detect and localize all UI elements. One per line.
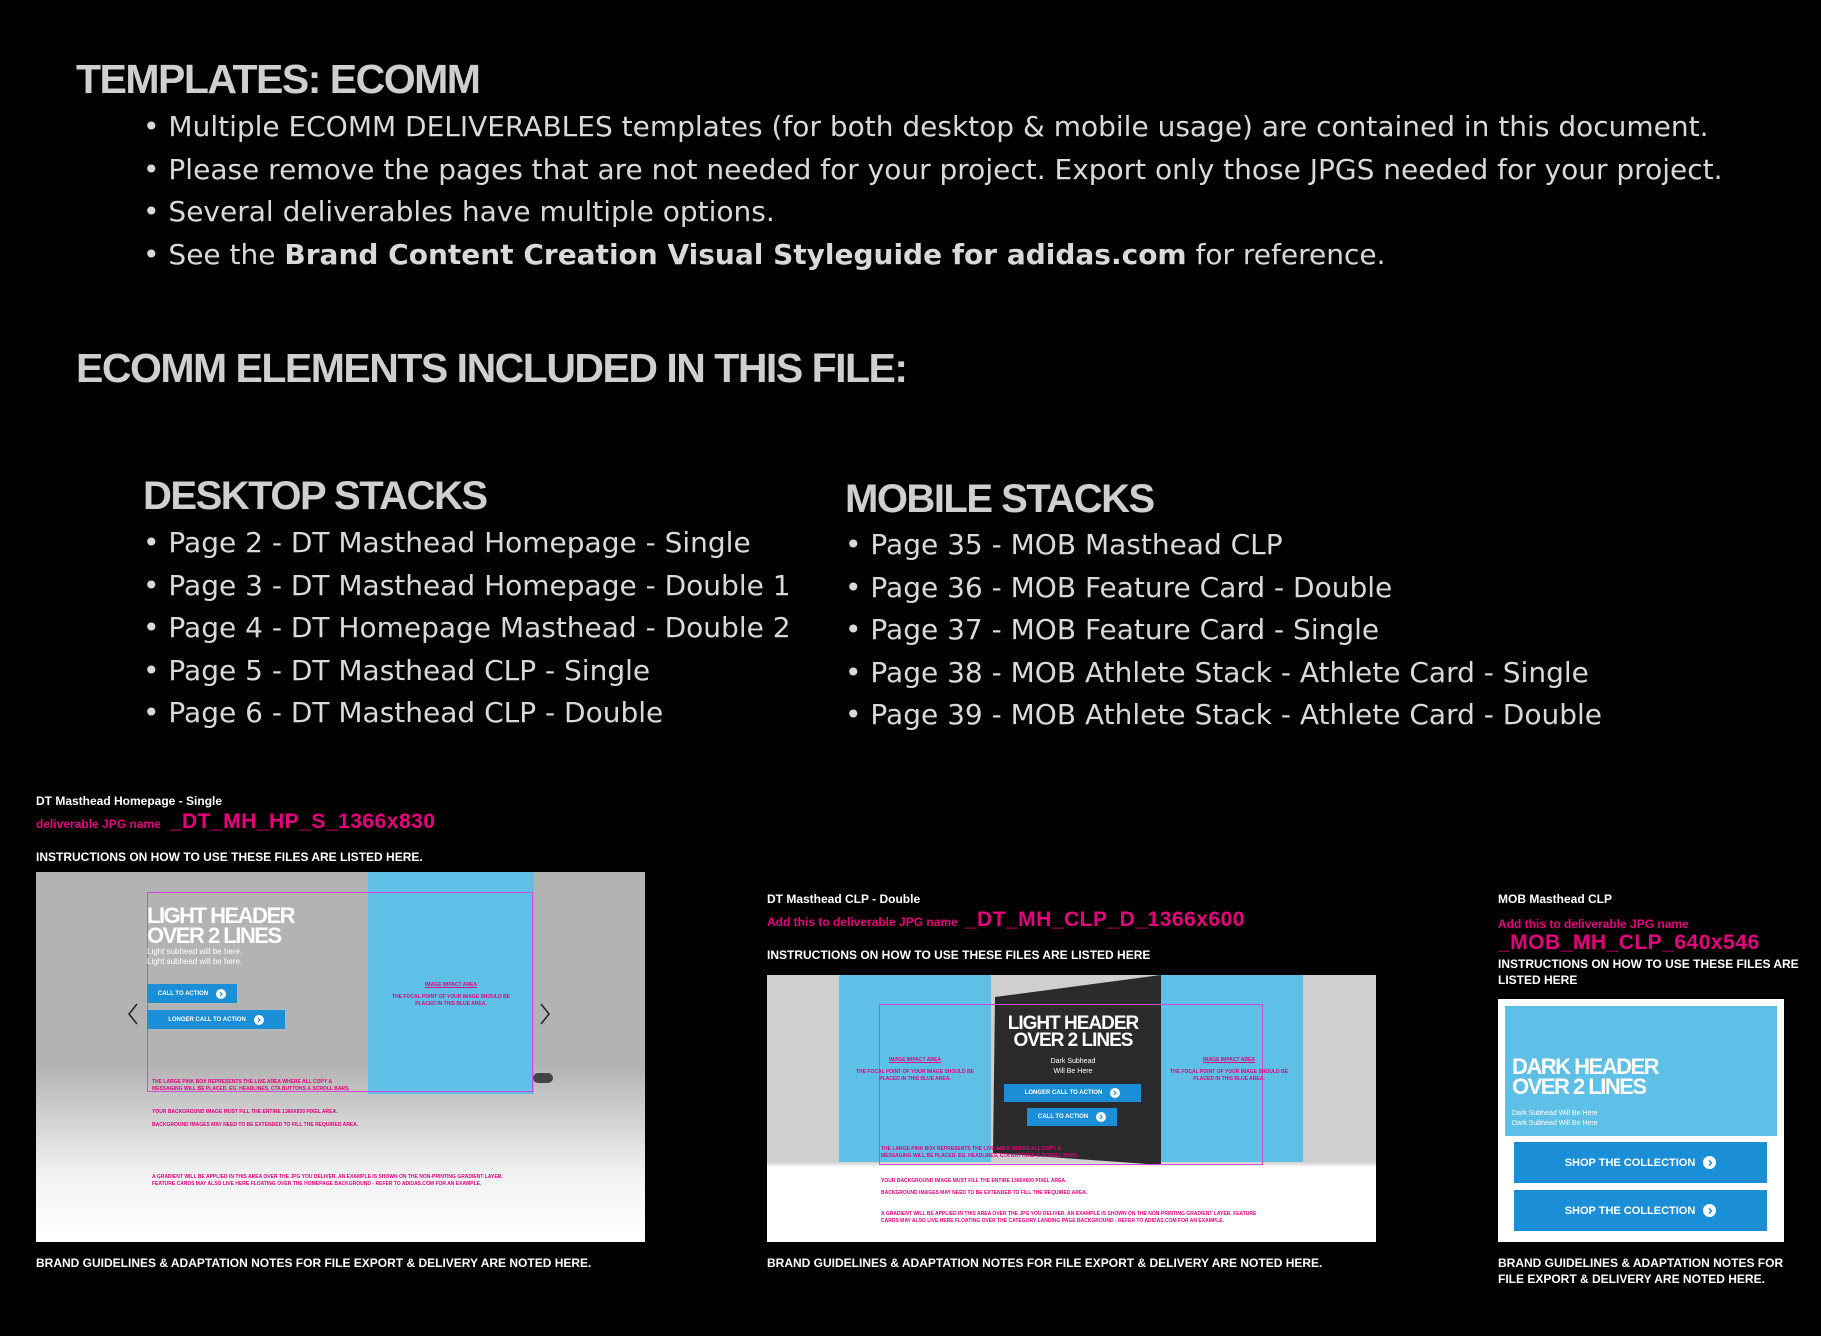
panel2-subhead	[985, 1057, 1161, 1077]
cta-label: SHOP THE COLLECTION	[1564, 1204, 1696, 1217]
panel3-jpg-name: _MOB_MH_CLP_640x546	[1498, 931, 1760, 954]
list-item	[143, 234, 1722, 277]
image-area-text: THE FOCAL POINT OF YOUR IMAGE SHOULD BE PLACED IN THIS BLUE AREA.	[392, 994, 510, 1007]
panel1-jpg-name: _DT_MH_HP_S_1366x830	[169, 810, 436, 833]
panel1-jpg-name-row	[36, 810, 436, 834]
panel2-footer: BRAND GUIDELINES & ADAPTATION NOTES FOR FILE EXPORT & DELIVERY ARE NOTED HERE.	[767, 1256, 1323, 1270]
instructions-line: INSTRUCTIONS ON HOW TO USE THESE FILES ARE	[1498, 957, 1799, 971]
shop-the-collection-button[interactable]	[1514, 1190, 1767, 1231]
arrow-right-icon	[1703, 1156, 1716, 1169]
call-to-action-button[interactable]	[147, 984, 237, 1003]
mobile-stacks-title: MOBILE STACKS	[845, 477, 1154, 521]
list-item: • Multiple ECOMM DELIVERABLES templates (for both desktop & mobile usage) are contained in this document.	[143, 106, 1722, 149]
longer-call-to-action-button[interactable]	[147, 1010, 285, 1029]
desktop-stacks-title: DESKTOP STACKS	[143, 474, 487, 518]
arrow-right-icon	[1096, 1112, 1106, 1122]
list-item: • Page 5 - DT Masthead CLP - Single	[143, 650, 791, 693]
elements-title: ECOMM ELEMENTS INCLUDED IN THIS FILE:	[76, 345, 907, 391]
panel2-instructions: INSTRUCTIONS ON HOW TO USE THESE FILES ARE LISTED HERE	[767, 948, 1151, 962]
list-item: • Page 35 - MOB Masthead CLP	[845, 524, 1602, 567]
list-item: • Please remove the pages that are not needed for your project. Export only those JPGS needed for your project.	[143, 149, 1722, 192]
arrow-right-icon	[216, 989, 226, 999]
live-area-note: THE LARGE PINK BOX REPRESENTS THE LIVE AREA WHERE ALL COPY & MESSAGING WILL BE PLACED. EG. HEADLINES, CTA BUTTONS & SCROLL BARS.	[881, 1146, 1079, 1159]
arrow-right-icon	[254, 1015, 264, 1025]
panel2-label: DT Masthead CLP - Double	[767, 892, 921, 906]
panel1-subhead	[147, 947, 242, 967]
list-item: • Page 4 - DT Homepage Masthead - Double 2	[143, 607, 791, 650]
header-line: OVER 2 LINES	[1512, 1074, 1646, 1100]
templates-bullets	[143, 106, 1722, 276]
cta-label: SHOP THE COLLECTION	[1564, 1156, 1696, 1169]
cta-label: LONGER CALL TO ACTION	[168, 1016, 246, 1023]
fill-note: YOUR BACKGROUND IMAGE MUST FILL THE ENTIRE 1366X830 PIXEL AREA.	[152, 1109, 338, 1115]
extend-note: BACKGROUND IMAGES MAY NEED TO BE EXTENDED TO FILL THE REQUIRED AREA.	[881, 1190, 1088, 1196]
list-item: • Several deliverables have multiple options.	[143, 191, 1722, 234]
longer-call-to-action-button[interactable]	[1004, 1084, 1141, 1102]
panel2-canvas	[767, 975, 1376, 1242]
styleguide-reference: Brand Content Creation Visual Styleguide for adidas.com	[284, 237, 1187, 271]
list-item: • Page 39 - MOB Athlete Stack - Athlete Card - Double	[845, 694, 1602, 737]
panel3-footer	[1498, 1256, 1783, 1286]
header-line: LIGHT HEADER	[147, 903, 294, 928]
header-line: OVER 2 LINES	[147, 923, 281, 949]
chevron-left-icon[interactable]	[127, 1003, 139, 1025]
chevron-right-icon[interactable]	[539, 1003, 551, 1025]
image-area-title-right: IMAGE IMPACT AREA	[1203, 1057, 1255, 1063]
panel3-subhead	[1512, 1109, 1598, 1129]
list-item: • Page 6 - DT Masthead CLP - Double	[143, 692, 791, 735]
arrow-right-icon	[1703, 1204, 1716, 1217]
panel2-jpg-name: _DT_MH_CLP_D_1366x600	[964, 908, 1245, 931]
list-item: • Page 38 - MOB Athlete Stack - Athlete Card - Single	[845, 652, 1602, 695]
ref-prefix: See the	[168, 237, 285, 271]
panel3-canvas	[1498, 999, 1784, 1242]
image-area-title-left: IMAGE IMPACT AREA	[889, 1057, 941, 1063]
cta-label: CALL TO ACTION	[157, 990, 209, 997]
fill-note: YOUR BACKGROUND IMAGE MUST FILL THE ENTIRE 1366X600 PIXEL AREA.	[881, 1178, 1067, 1184]
extend-note: BACKGROUND IMAGES MAY NEED TO BE EXTENDED TO FILL THE REQUIRED AREA.	[152, 1122, 359, 1128]
mobile-stacks-list	[845, 524, 1602, 737]
panel1-jpg-label: deliverable JPG name	[36, 817, 161, 831]
ref-suffix: for reference.	[1186, 237, 1386, 271]
header-line: DARK HEADER	[1512, 1054, 1659, 1079]
subhead-line: Dark Subhead Will Be Here	[1512, 1120, 1598, 1127]
list-item: • Page 3 - DT Masthead Homepage - Double 1	[143, 565, 791, 608]
panel3-instructions	[1498, 957, 1799, 987]
panel2-jpg-label: Add this to deliverable JPG name	[767, 915, 958, 929]
list-item: • Page 37 - MOB Feature Card - Single	[845, 609, 1602, 652]
cta-label: LONGER CALL TO ACTION	[1024, 1090, 1103, 1096]
shop-the-collection-button[interactable]	[1514, 1142, 1767, 1183]
gradient-note: A GRADIENT WILL BE APPLIED IN THIS AREA OVER THE JPG YOU DELIVER. AN EXAMPLE IS SHOWN ON THE NON-PRINTING GRADIENT LAYER. FEATURE CARDS MAY ALSO LIVE HERE FLOATING OVER THE CATEGORY LANDING PAGE BACKGROUND - REFER TO ADIDAS.COM FOR AN EXAMPLE.	[881, 1211, 1257, 1224]
header-line: LIGHT HEADER	[1007, 1013, 1139, 1034]
call-to-action-button[interactable]	[1027, 1108, 1117, 1126]
subhead-line: Dark Subhead	[1050, 1058, 1096, 1065]
image-area-text-right: THE FOCAL POINT OF YOUR IMAGE SHOULD BE PLACED IN THIS BLUE AREA.	[1170, 1069, 1288, 1082]
scroll-bar[interactable]	[533, 1073, 553, 1083]
footer-line: FILE EXPORT & DELIVERY ARE NOTED HERE.	[1498, 1272, 1765, 1286]
subhead-line: Dark Subhead Will Be Here	[1512, 1110, 1598, 1117]
list-item: • Page 36 - MOB Feature Card - Double	[845, 567, 1602, 610]
subhead-line: Light subhead will be here.	[147, 957, 243, 966]
image-area-title: IMAGE IMPACT AREA	[425, 982, 477, 988]
desktop-stacks-list	[143, 522, 791, 735]
live-area-note: THE LARGE PINK BOX REPRESENTS THE LIVE AREA WHERE ALL COPY & MESSAGING WILL BE PLACED. EG. HEADLINES, CTA BUTTONS & SCROLL BARS.	[152, 1079, 350, 1092]
panel1-footer: BRAND GUIDELINES & ADAPTATION NOTES FOR FILE EXPORT & DELIVERY ARE NOTED HERE.	[36, 1256, 592, 1270]
panel3-header	[1512, 1054, 1659, 1100]
arrow-right-icon	[1110, 1088, 1120, 1098]
image-area-text-left: THE FOCAL POINT OF YOUR IMAGE SHOULD BE PLACED IN THIS BLUE AREA.	[856, 1069, 974, 1082]
subhead-line: Light subhead will be here.	[147, 947, 243, 956]
templates-title: TEMPLATES: ECOMM	[76, 56, 480, 102]
panel2-header	[985, 1015, 1161, 1050]
panel1-header	[147, 903, 294, 949]
footer-line: BRAND GUIDELINES & ADAPTATION NOTES FOR	[1498, 1256, 1784, 1270]
panel3-label: MOB Masthead CLP	[1498, 892, 1613, 906]
panel1-instructions: INSTRUCTIONS ON HOW TO USE THESE FILES ARE LISTED HERE.	[36, 850, 423, 864]
panel1-label: DT Masthead Homepage - Single	[36, 794, 223, 808]
cta-label: CALL TO ACTION	[1037, 1114, 1089, 1120]
subhead-line: Will Be Here	[1053, 1068, 1093, 1075]
panel1-canvas	[36, 872, 645, 1242]
header-line: OVER 2 LINES	[1013, 1030, 1133, 1052]
panel3-jpg-label: Add this to deliverable JPG name	[1498, 917, 1689, 931]
panel2-jpg-name-row	[767, 908, 1245, 932]
list-item: • Page 2 - DT Masthead Homepage - Single	[143, 522, 791, 565]
gradient-note: A GRADIENT WILL BE APPLIED IN THIS AREA OVER THE JPG YOU DELIVER. AN EXAMPLE IS SHOWN ON THE NON-PRINTING GRADIENT LAYER. FEATURE CARDS MAY ALSO LIVE HERE FLOATING OVER THE HOMEPAGE BACKGROUND - REFER TO ADIDAS.COM FOR AN EXAMPLE.	[152, 1174, 503, 1187]
instructions-line: LISTED HERE	[1498, 973, 1578, 987]
